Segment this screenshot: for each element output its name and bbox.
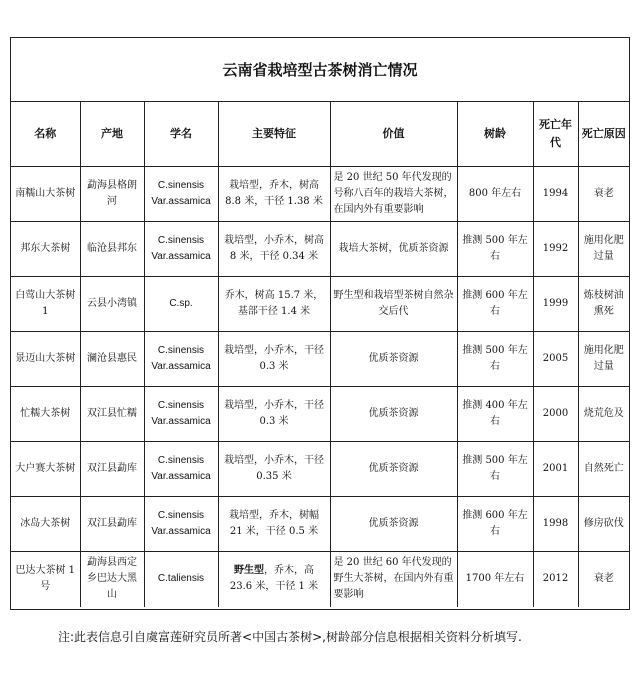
feature-text: 栽培型，乔木，树幅 21 米，干径 0.5 米 — [229, 510, 319, 537]
cell-name: 邦东大茶树 — [11, 222, 80, 277]
cell-age: 推测 500 年左右 — [457, 442, 533, 497]
cell-age: 1700 年左右 — [457, 552, 533, 607]
cell-age: 800 年左右 — [457, 167, 533, 222]
cell-scientific-name — [144, 167, 218, 222]
table-row — [11, 387, 629, 442]
cell-origin: 勐海县格朗河 — [80, 167, 144, 222]
cell-death-year: 2001 — [533, 442, 578, 497]
table-title: 云南省栽培型古茶树消亡情况 — [11, 38, 629, 102]
cell-name: 冰岛大茶树 — [11, 497, 80, 552]
cell-origin: 临沧县邦东 — [80, 222, 144, 277]
cell-death-cause: 衰老 — [578, 552, 629, 607]
cell-death-cause: 施用化肥过量 — [578, 222, 629, 277]
header-scientific-name: 学名 — [144, 101, 218, 167]
cell-age: 推测 400 年左右 — [457, 387, 533, 442]
cell-features — [218, 497, 330, 552]
table-row — [11, 332, 629, 387]
table-frame — [10, 37, 630, 610]
feature-text: 栽培型，乔木，树高 8.8 米，干径 1.38 米 — [225, 180, 323, 207]
cell-name: 景迈山大茶树 — [11, 332, 80, 387]
cell-age: 推测 500 年左右 — [457, 332, 533, 387]
cell-origin: 澜沧县惠民 — [80, 332, 144, 387]
cell-origin: 勐海县西定乡巴达大黑山 — [80, 552, 144, 607]
cell-origin: 双江县勐库 — [80, 497, 144, 552]
cell-value: 是 20 世纪 50 年代发现的号称八百年的栽培大茶树，在国内外有重要影响 — [330, 167, 457, 222]
scientific-name-line: C.sinensis — [157, 510, 205, 521]
cell-scientific-name — [144, 387, 218, 442]
cell-death-year: 2012 — [533, 552, 578, 607]
cell-value: 优质茶资源 — [330, 442, 457, 497]
scientific-name-line: Var.assamica — [151, 196, 211, 207]
cell-scientific-name — [144, 497, 218, 552]
header-death-year: 死亡年代 — [533, 101, 578, 167]
cell-origin: 双江县勐库 — [80, 442, 144, 497]
cell-scientific-name — [144, 552, 218, 607]
cell-name: 南糯山大茶树 — [11, 167, 80, 222]
feature-text: 乔木，树高 15.7 米，基部干径 1.4 米 — [224, 290, 324, 317]
header-value: 价值 — [330, 101, 457, 167]
cell-age: 推测 600 年左右 — [457, 277, 533, 332]
table-row — [11, 167, 629, 222]
scientific-name-line: C.sinensis — [157, 345, 205, 356]
table-row — [11, 222, 629, 277]
scientific-name-line: Var.assamica — [151, 526, 211, 537]
cell-features — [218, 442, 330, 497]
feature-type-bold: 野生型 — [234, 565, 264, 577]
cell-value: 优质茶资源 — [330, 497, 457, 552]
cell-features — [218, 222, 330, 277]
table-row — [11, 442, 629, 497]
header-death-cause: 死亡原因 — [578, 101, 629, 167]
cell-name: 忙糯大茶树 — [11, 387, 80, 442]
cell-value: 优质茶资源 — [330, 387, 457, 442]
cell-death-cause: 衰老 — [578, 167, 629, 222]
cell-value: 野生型和栽培型茶树自然杂交后代 — [330, 277, 457, 332]
feature-text: ，乔木，高 23.6 米，干径 1 米 — [229, 565, 319, 593]
feature-text: 栽培型，小乔木，树高 8 米，干径 0.34 米 — [224, 235, 324, 262]
scientific-name-line: Var.assamica — [151, 361, 211, 372]
scientific-name-line: Var.assamica — [151, 471, 211, 482]
scientific-name-line: C.sinensis — [157, 235, 205, 246]
cell-age: 推测 600 年左右 — [457, 497, 533, 552]
feature-text: 栽培型，小乔木，干径 0.3 米 — [224, 400, 324, 427]
header-features: 主要特征 — [218, 101, 330, 167]
feature-text: 栽培型，小乔木，干径 0.3 米 — [224, 345, 324, 372]
cell-name: 大户赛大茶树 — [11, 442, 80, 497]
scientific-name-line: C.taliensis — [157, 573, 205, 585]
cell-value: 栽培大茶树，优质茶资源 — [330, 222, 457, 277]
footnote: 注:此表信息引自虞富莲研究员所著<中国古茶树>,树龄部分信息根据相关资料分析填写. — [58, 630, 522, 644]
feature-text: 栽培型，小乔木，干径 0.35 米 — [224, 455, 324, 482]
cell-features — [218, 332, 330, 387]
cell-origin: 云县小湾镇 — [80, 277, 144, 332]
cell-death-year: 1994 — [533, 167, 578, 222]
tea-tree-table — [11, 101, 629, 607]
cell-name: 白莺山大茶树 1 — [11, 277, 80, 332]
scientific-name-line: C.sinensis — [157, 400, 205, 411]
cell-death-cause: 烧荒危及 — [578, 387, 629, 442]
table-row — [11, 552, 629, 607]
cell-death-year: 1998 — [533, 497, 578, 552]
cell-features — [218, 277, 330, 332]
header-origin: 产地 — [80, 101, 144, 167]
cell-scientific-name — [144, 222, 218, 277]
header-age: 树龄 — [457, 101, 533, 167]
cell-scientific-name — [144, 332, 218, 387]
header-name: 名称 — [11, 101, 80, 167]
table-row — [11, 277, 629, 332]
cell-age: 推测 500 年左右 — [457, 222, 533, 277]
scientific-name-line: C.sinensis — [157, 180, 205, 191]
scientific-name-line: Var.assamica — [151, 251, 211, 262]
cell-death-cause: 炼枝树油熏死 — [578, 277, 629, 332]
cell-scientific-name — [144, 277, 218, 332]
cell-death-cause: 自然死亡 — [578, 442, 629, 497]
cell-features — [218, 167, 330, 222]
cell-death-year: 1992 — [533, 222, 578, 277]
cell-features — [218, 552, 330, 607]
cell-features — [218, 387, 330, 442]
scientific-name-line: C.sinensis — [157, 455, 205, 466]
cell-death-cause: 修房砍伐 — [578, 497, 629, 552]
cell-death-year: 1999 — [533, 277, 578, 332]
cell-death-year: 2005 — [533, 332, 578, 387]
table-row — [11, 497, 629, 552]
cell-value: 优质茶资源 — [330, 332, 457, 387]
cell-scientific-name — [144, 442, 218, 497]
cell-origin: 双江县忙糯 — [80, 387, 144, 442]
cell-death-year: 2000 — [533, 387, 578, 442]
header-row — [11, 101, 629, 167]
cell-name: 巴达大茶树 1 号 — [11, 552, 80, 607]
scientific-name-line: Var.assamica — [151, 416, 211, 427]
cell-death-cause: 施用化肥过量 — [578, 332, 629, 387]
scientific-name-line: C.sp. — [169, 298, 193, 309]
cell-value: 是 20 世纪 60 年代发现的野生大茶树，在国内外有重要影响 — [330, 552, 457, 607]
